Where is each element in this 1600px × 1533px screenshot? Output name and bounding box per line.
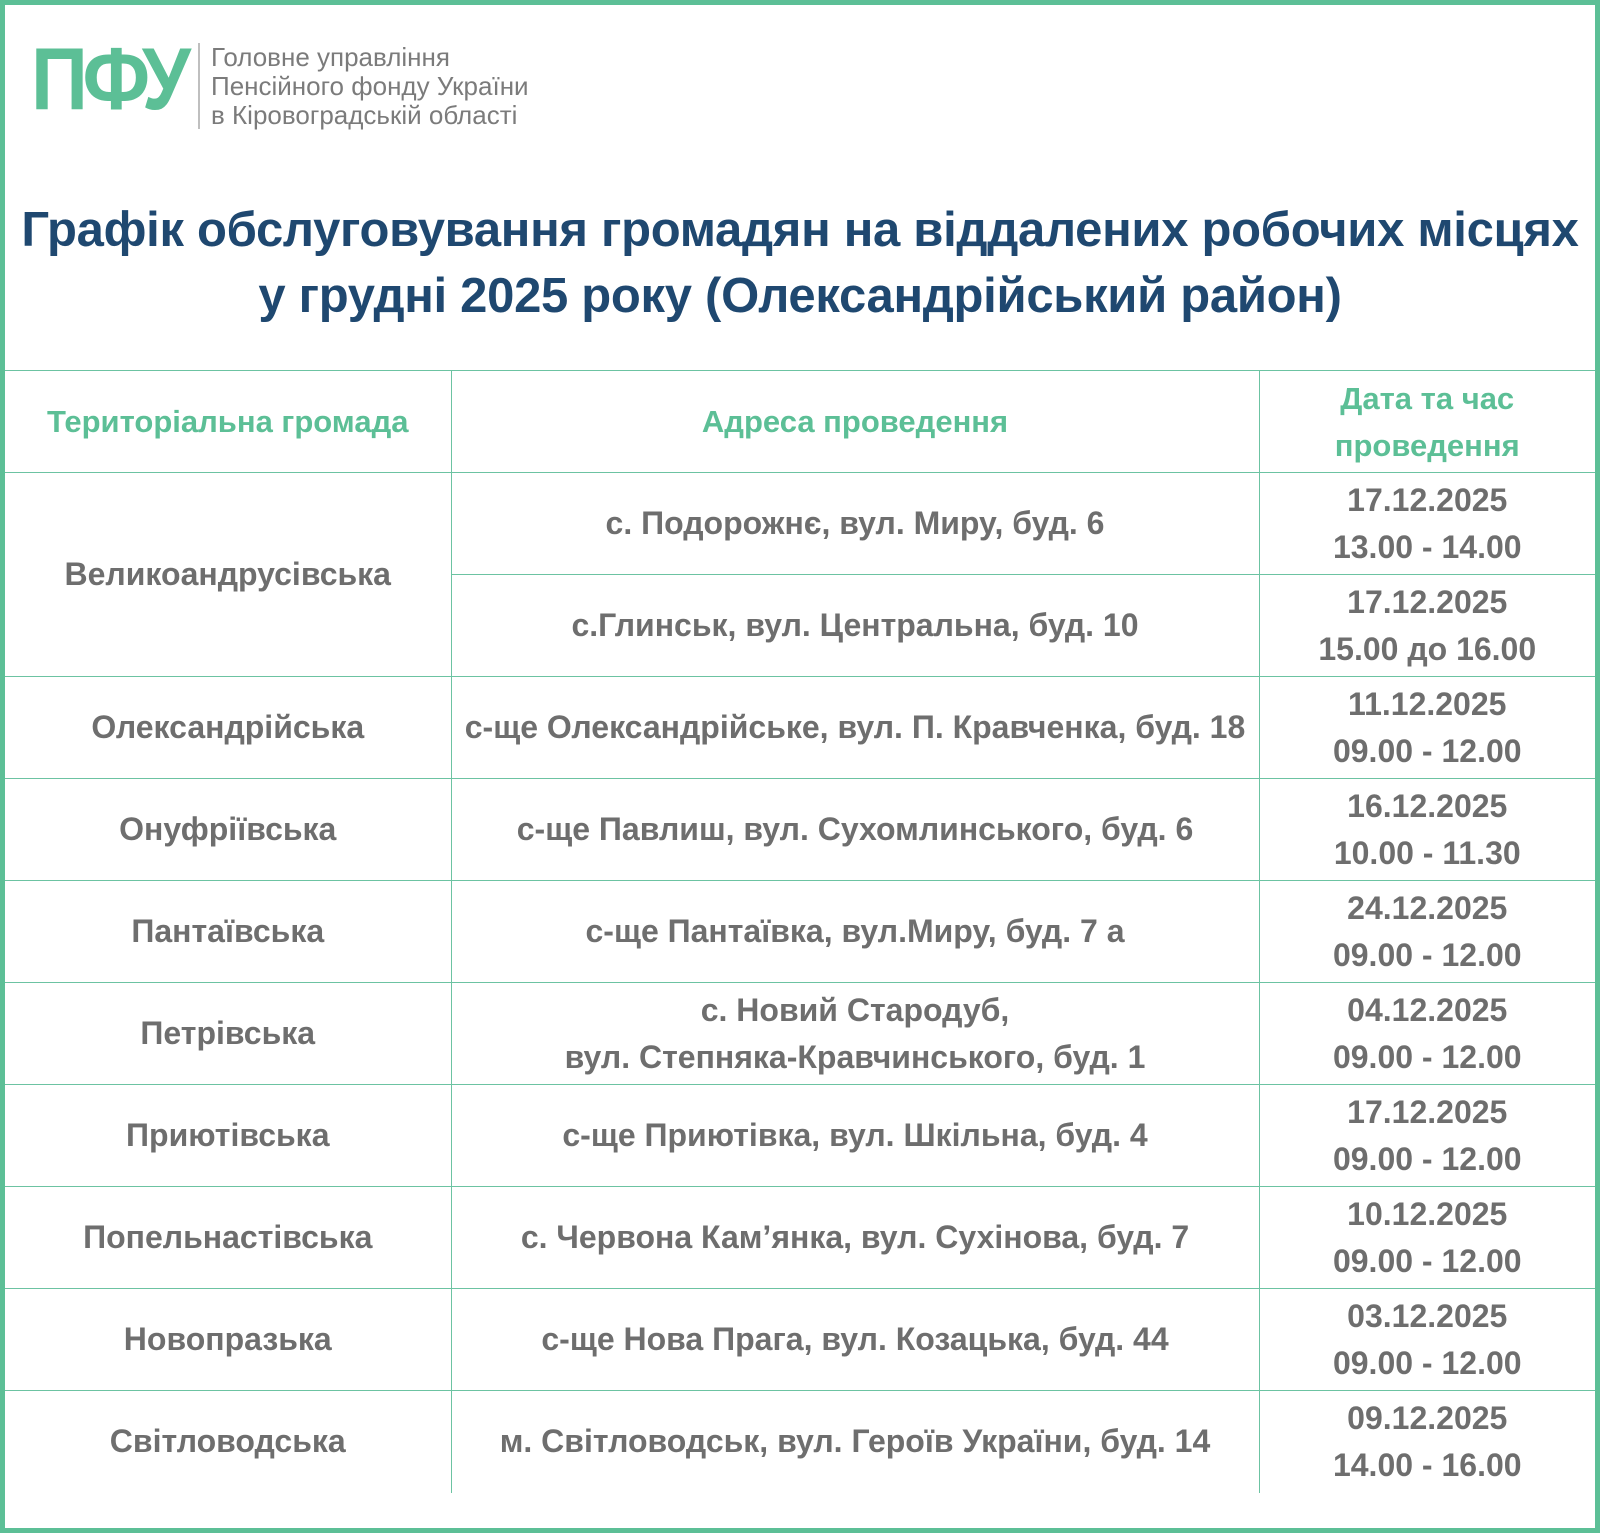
community-cell: Попельнастівська — [5, 1187, 451, 1289]
table-row — [5, 677, 1595, 779]
date: 04.12.2025 — [1347, 991, 1508, 1028]
community-cell: Приютівська — [5, 1085, 451, 1187]
pfu-logo: ПФУ — [31, 29, 186, 128]
table-header-row — [5, 371, 1595, 473]
community-cell: Новопразька — [5, 1289, 451, 1391]
date: 09.12.2025 — [1347, 1399, 1508, 1436]
table-row — [5, 1085, 1595, 1187]
address-cell: с.Глинськ, вул. Центральна, буд. 10 — [451, 575, 1259, 677]
header — [5, 5, 1595, 370]
address-cell: с-ще Нова Прага, вул. Козацька, буд. 44 — [451, 1289, 1259, 1391]
datetime-cell — [1259, 1289, 1595, 1391]
table-row — [5, 881, 1595, 983]
table-row — [5, 1187, 1595, 1289]
date: 11.12.2025 — [1348, 685, 1507, 722]
community-cell: Пантаївська — [5, 881, 451, 983]
organization-name — [211, 43, 529, 130]
datetime-cell — [1259, 1391, 1595, 1493]
time: 09.00 - 12.00 — [1332, 936, 1522, 973]
time: 09.00 - 12.00 — [1332, 1038, 1522, 1075]
date: 17.12.2025 — [1347, 1093, 1508, 1130]
logo-divider — [198, 43, 200, 129]
date: 10.12.2025 — [1347, 1195, 1508, 1232]
header-address: Адреса проведення — [451, 371, 1259, 473]
community-cell: Олександрійська — [5, 677, 451, 779]
community-cell: Онуфріївська — [5, 779, 451, 881]
datetime-cell — [1259, 1187, 1595, 1289]
table-row — [5, 473, 1595, 575]
date: 17.12.2025 — [1347, 583, 1508, 620]
address-cell: с. Червона Кам’янка, вул. Сухінова, буд. 7 — [451, 1187, 1259, 1289]
address-cell: с-ще Олександрійське, вул. П. Кравченка, буд. 18 — [451, 677, 1259, 779]
address-cell: с-ще Павлиш, вул. Сухомлинського, буд. 6 — [451, 779, 1259, 881]
datetime-cell — [1259, 473, 1595, 575]
datetime-cell — [1259, 575, 1595, 677]
address-cell: с. Подорожнє, вул. Миру, буд. 6 — [451, 473, 1259, 575]
datetime-cell — [1259, 779, 1595, 881]
header-datetime: Дата та час проведення — [1259, 371, 1595, 473]
date: 17.12.2025 — [1347, 481, 1508, 518]
table-row — [5, 1289, 1595, 1391]
table-row — [5, 983, 1595, 1085]
title-line: у грудні 2025 року (Олександрійський район) — [258, 269, 1342, 323]
date: 24.12.2025 — [1347, 889, 1508, 926]
time: 13.00 - 14.00 — [1332, 528, 1522, 565]
title-line: Графік обслуговування громадян на віддалених робочих місцях — [21, 203, 1579, 257]
datetime-cell — [1259, 677, 1595, 779]
time: 09.00 - 12.00 — [1332, 1344, 1522, 1381]
time: 15.00 до 16.00 — [1318, 630, 1537, 667]
header-community: Територіальна громада — [5, 371, 451, 473]
time: 09.00 - 12.00 — [1332, 1140, 1522, 1177]
datetime-cell — [1259, 881, 1595, 983]
time: 14.00 - 16.00 — [1332, 1446, 1522, 1483]
org-name-line: Головне управління — [211, 42, 450, 72]
time: 10.00 - 11.30 — [1333, 834, 1521, 871]
time: 09.00 - 12.00 — [1332, 1242, 1522, 1279]
address-cell: с. Новий Стародуб, вул. Степняка-Кравчинського, буд. 1 — [451, 983, 1259, 1085]
community-cell: Світловодська — [5, 1391, 451, 1493]
org-name-line: Пенсійного фонду України — [211, 71, 529, 101]
page-title — [5, 197, 1595, 329]
address-cell: с-ще Приютівка, вул. Шкільна, буд. 4 — [451, 1085, 1259, 1187]
date: 03.12.2025 — [1347, 1297, 1508, 1334]
community-cell: Петрівська — [5, 983, 451, 1085]
datetime-cell — [1259, 1085, 1595, 1187]
address-cell: с-ще Пантаївка, вул.Миру, буд. 7 а — [451, 881, 1259, 983]
schedule-table — [5, 370, 1595, 1493]
table-row — [5, 1391, 1595, 1493]
address-cell: м. Світловодськ, вул. Героїв України, буд. 14 — [451, 1391, 1259, 1493]
org-name-line: в Кіровоградській області — [211, 100, 518, 130]
community-cell: Великоандрусівська — [5, 473, 451, 677]
datetime-cell — [1259, 983, 1595, 1085]
time: 09.00 - 12.00 — [1332, 732, 1522, 769]
date: 16.12.2025 — [1347, 787, 1508, 824]
table-row — [5, 779, 1595, 881]
